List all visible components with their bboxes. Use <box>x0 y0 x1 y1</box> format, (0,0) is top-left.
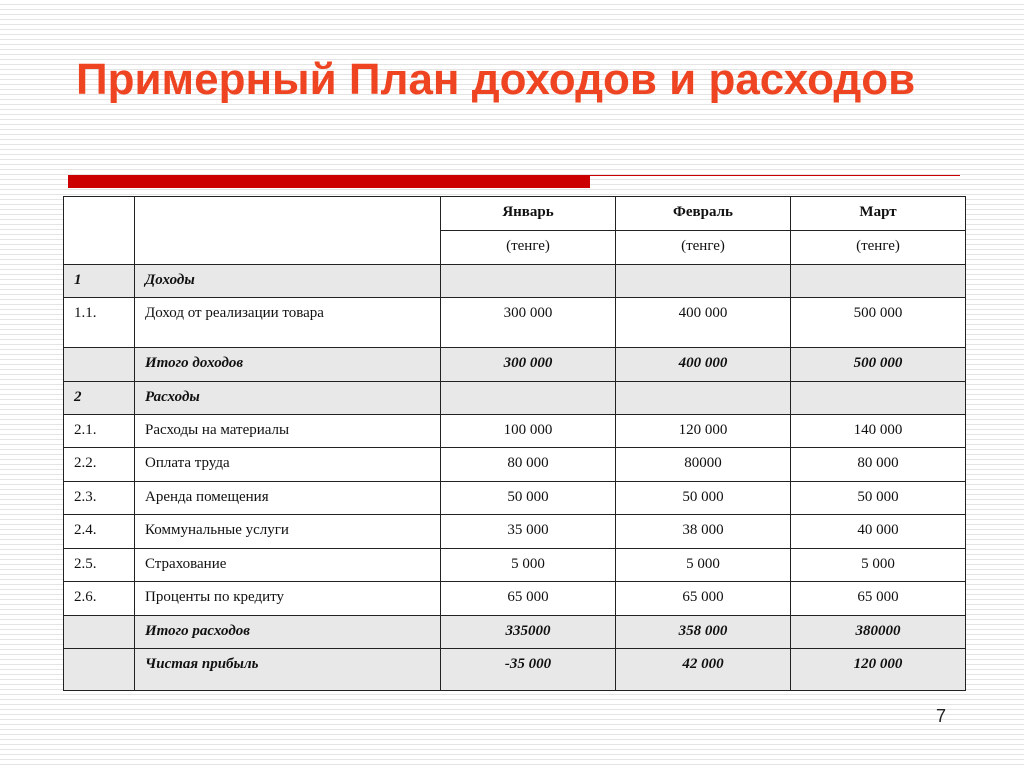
total-value-march: 500 000 <box>791 348 966 382</box>
row-value-february: 38 000 <box>616 515 791 549</box>
row-value-february: 400 000 <box>616 298 791 348</box>
row-value-february: 120 000 <box>616 415 791 448</box>
row-code: 2.4. <box>64 515 135 549</box>
row-value-march: 80 000 <box>791 448 966 482</box>
table-row <box>64 448 966 482</box>
header-code-cell <box>64 197 135 265</box>
header-name-cell <box>135 197 441 265</box>
row-value-january: 100 000 <box>441 415 616 448</box>
row-value-january: 5 000 <box>441 549 616 582</box>
total-value-january: 335000 <box>441 616 616 649</box>
row-name: Расходы на материалы <box>135 415 441 448</box>
row-name: Аренда помещения <box>135 482 441 515</box>
net-profit-name: Чистая прибыль <box>135 649 441 691</box>
section-row-income <box>64 265 966 298</box>
row-value-february: 50 000 <box>616 482 791 515</box>
row-name: Проценты по кредиту <box>135 582 441 616</box>
row-value-march: 65 000 <box>791 582 966 616</box>
row-value-march: 5 000 <box>791 549 966 582</box>
row-value-march: 500 000 <box>791 298 966 348</box>
expense-total-row <box>64 616 966 649</box>
income-expense-table <box>63 196 966 691</box>
row-code: 2.1. <box>64 415 135 448</box>
net-profit-march: 120 000 <box>791 649 966 691</box>
total-value-february: 358 000 <box>616 616 791 649</box>
section-row-expense <box>64 382 966 415</box>
row-value-january: 300 000 <box>441 298 616 348</box>
section-name: Доходы <box>135 265 441 298</box>
row-code: 2.6. <box>64 582 135 616</box>
row-value-january: 65 000 <box>441 582 616 616</box>
title-accent-line <box>590 175 960 176</box>
row-code: 2.5. <box>64 549 135 582</box>
row-code: 1.1. <box>64 298 135 348</box>
total-name: Итого расходов <box>135 616 441 649</box>
table-row <box>64 549 966 582</box>
row-value-january: 35 000 <box>441 515 616 549</box>
section-code: 1 <box>64 265 135 298</box>
title-accent-bar <box>68 175 590 188</box>
table-row <box>64 298 966 348</box>
table-row <box>64 582 966 616</box>
header-month-january: Январь <box>441 197 616 231</box>
table-row <box>64 515 966 549</box>
row-name: Доход от реализации товара <box>135 298 441 348</box>
table-row <box>64 415 966 448</box>
row-value-january: 50 000 <box>441 482 616 515</box>
header-unit-march: (тенге) <box>791 231 966 265</box>
net-profit-january: -35 000 <box>441 649 616 691</box>
header-unit-january: (тенге) <box>441 231 616 265</box>
slide-title: Примерный План доходов и расходов <box>76 55 916 104</box>
header-unit-february: (тенге) <box>616 231 791 265</box>
row-value-march: 40 000 <box>791 515 966 549</box>
section-code: 2 <box>64 382 135 415</box>
row-value-february: 65 000 <box>616 582 791 616</box>
row-name: Оплата труда <box>135 448 441 482</box>
total-name: Итого доходов <box>135 348 441 382</box>
header-month-row <box>64 197 966 231</box>
row-value-march: 140 000 <box>791 415 966 448</box>
header-month-february: Февраль <box>616 197 791 231</box>
row-value-february: 5 000 <box>616 549 791 582</box>
net-profit-february: 42 000 <box>616 649 791 691</box>
row-value-january: 80 000 <box>441 448 616 482</box>
row-name: Коммунальные услуги <box>135 515 441 549</box>
section-name: Расходы <box>135 382 441 415</box>
header-month-march: Март <box>791 197 966 231</box>
row-code: 2.3. <box>64 482 135 515</box>
income-total-row <box>64 348 966 382</box>
table-row <box>64 482 966 515</box>
slide-number: 7 <box>935 706 946 726</box>
row-name: Страхование <box>135 549 441 582</box>
total-value-february: 400 000 <box>616 348 791 382</box>
net-profit-row <box>64 649 966 691</box>
total-value-january: 300 000 <box>441 348 616 382</box>
total-value-march: 380000 <box>791 616 966 649</box>
row-value-march: 50 000 <box>791 482 966 515</box>
row-code: 2.2. <box>64 448 135 482</box>
row-value-february: 80000 <box>616 448 791 482</box>
